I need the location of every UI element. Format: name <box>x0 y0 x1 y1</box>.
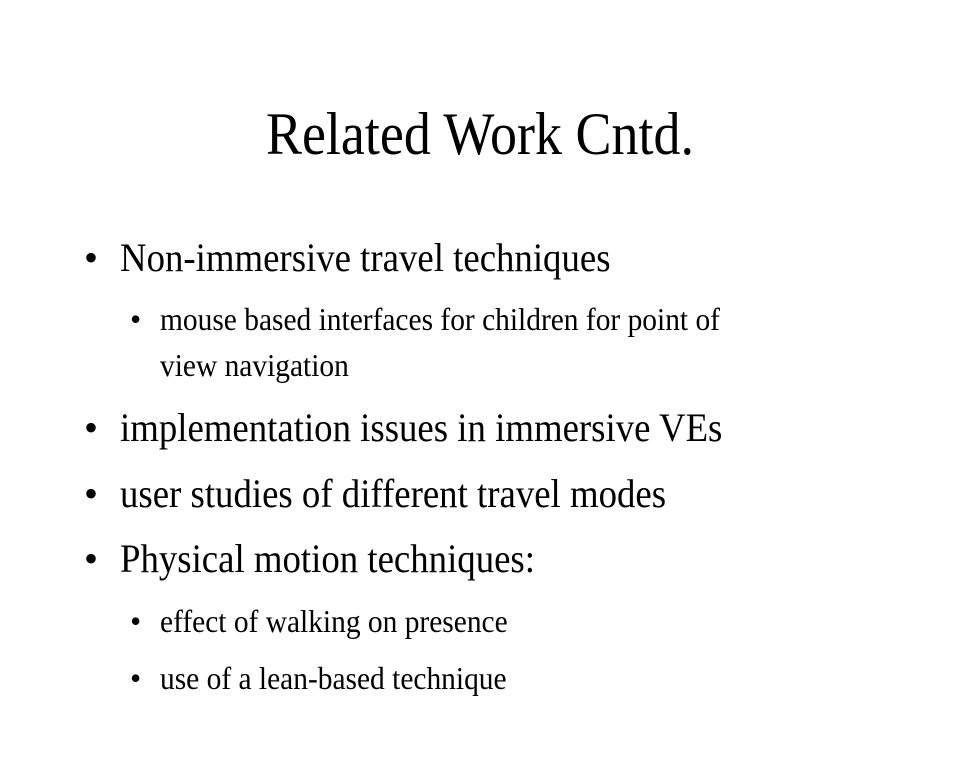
bullet-item <box>84 234 934 282</box>
bullet-icon: • <box>130 660 142 696</box>
sub-bullet-text: effect of walking on presence <box>160 603 508 639</box>
bullet-item <box>84 404 934 452</box>
bullet-text: user studies of different travel modes <box>120 471 667 516</box>
bullet-item <box>84 535 934 583</box>
bullet-text: Non-immersive travel techniques <box>120 235 611 280</box>
sub-bullet-item <box>130 598 930 644</box>
sub-bullet-item <box>130 655 930 701</box>
sub-bullet-text-line-1: mouse based interfaces for children for point of <box>160 301 720 337</box>
bullet-icon: • <box>84 405 99 450</box>
bullet-text: implementation issues in immersive VEs <box>120 405 723 450</box>
sub-bullet-text-line-2: view navigation <box>160 347 349 383</box>
bullet-icon: • <box>84 471 99 516</box>
slide-title: Related Work Cntd. <box>265 101 695 167</box>
bullet-item <box>84 470 934 518</box>
bullet-icon: • <box>130 301 142 337</box>
bullet-icon: • <box>84 235 99 280</box>
sub-bullet-item <box>130 296 930 388</box>
bullet-icon: • <box>84 536 99 581</box>
bullet-icon: • <box>130 603 142 639</box>
bullet-text: Physical motion techniques: <box>120 536 535 581</box>
sub-bullet-text: use of a lean-based technique <box>160 660 507 696</box>
